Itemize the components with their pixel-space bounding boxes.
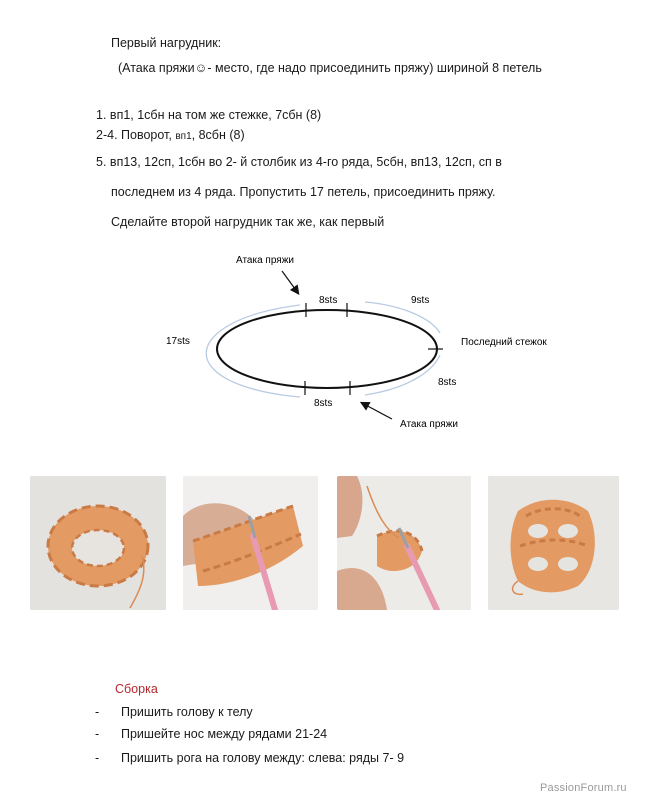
assembly-item-text: Пришейте нос между рядами 21-24 <box>121 727 328 741</box>
row-2-4-text-small: вп1 <box>175 131 192 142</box>
top-right-guide-arc <box>365 302 440 333</box>
yarn-attack-note: (Атака пряжи☺- место, где надо присоединить пряжу) шириной 8 петель <box>118 61 542 75</box>
bullet-dash: - <box>95 727 100 741</box>
label-last-stitch: Последний стежок <box>461 337 547 348</box>
row-2-4-text-a: Поворот, <box>121 128 176 142</box>
label-8sts-right: 8sts <box>438 377 457 388</box>
assembly-item-text: Пришить рога на голову между: слева: ряды 7- 9 <box>121 751 405 765</box>
bottom-right-guide-arc <box>365 355 440 395</box>
assembly-title: Сборка <box>115 682 158 696</box>
row-2-4-number: 2-4. <box>96 128 118 142</box>
row-1-text: вп1, 1сбн на том же стежке, 7сбн (8) <box>109 108 322 122</box>
hand-crochet-photo-icon <box>183 476 318 610</box>
row-5-text: вп13, 12сп, 1сбн во 2- й столбик из 4-го ряда, 5сбн, вп13, 12сп, сп в <box>109 155 502 169</box>
left-guide-arc <box>206 305 300 397</box>
row-1 <box>96 108 321 122</box>
bullet-dash: - <box>95 751 100 765</box>
row-5 <box>96 155 502 169</box>
row-5-number: 5. <box>96 155 107 169</box>
label-17sts: 17sts <box>166 336 190 347</box>
crochet-ring-photo-icon <box>30 476 166 610</box>
bib-diagram <box>0 245 645 445</box>
bullet-dash: - <box>95 705 100 719</box>
photo-crochet-ring <box>30 476 166 610</box>
assembly-item <box>95 705 253 719</box>
assembly-item-text: Пришить голову к телу <box>121 705 253 719</box>
photo-finished-bib <box>488 476 619 610</box>
photo-hook-crochet <box>337 476 471 610</box>
arrow-bottom-icon <box>362 403 392 419</box>
oval-outline <box>217 310 437 388</box>
arrow-top-icon <box>282 271 298 293</box>
row-2-4 <box>96 128 245 142</box>
photo-hand-crochet <box>183 476 318 610</box>
label-9sts: 9sts <box>411 295 430 306</box>
hook-crochet-photo-icon <box>337 476 471 610</box>
finished-bib-photo-icon <box>488 476 619 610</box>
assembly-item <box>95 751 404 765</box>
label-yarn-attack-bottom: Атака пряжи <box>400 419 458 430</box>
row-5-continuation: последнем из 4 ряда. Пропустить 17 петель, присоединить пряжу. <box>111 185 496 199</box>
assembly-item <box>95 727 327 741</box>
label-8sts-top: 8sts <box>319 295 338 306</box>
row-2-4-text-b: , 8сбн (8) <box>191 128 245 142</box>
bib-title: Первый нагрудник: <box>111 36 222 50</box>
second-bib-note: Сделайте второй нагрудник так же, как первый <box>111 215 385 229</box>
row-1-number: 1. <box>96 108 107 122</box>
watermark: PassionForum.ru <box>540 782 627 794</box>
label-yarn-attack-top: Атака пряжи <box>236 255 294 266</box>
label-8sts-bottom: 8sts <box>314 398 333 409</box>
